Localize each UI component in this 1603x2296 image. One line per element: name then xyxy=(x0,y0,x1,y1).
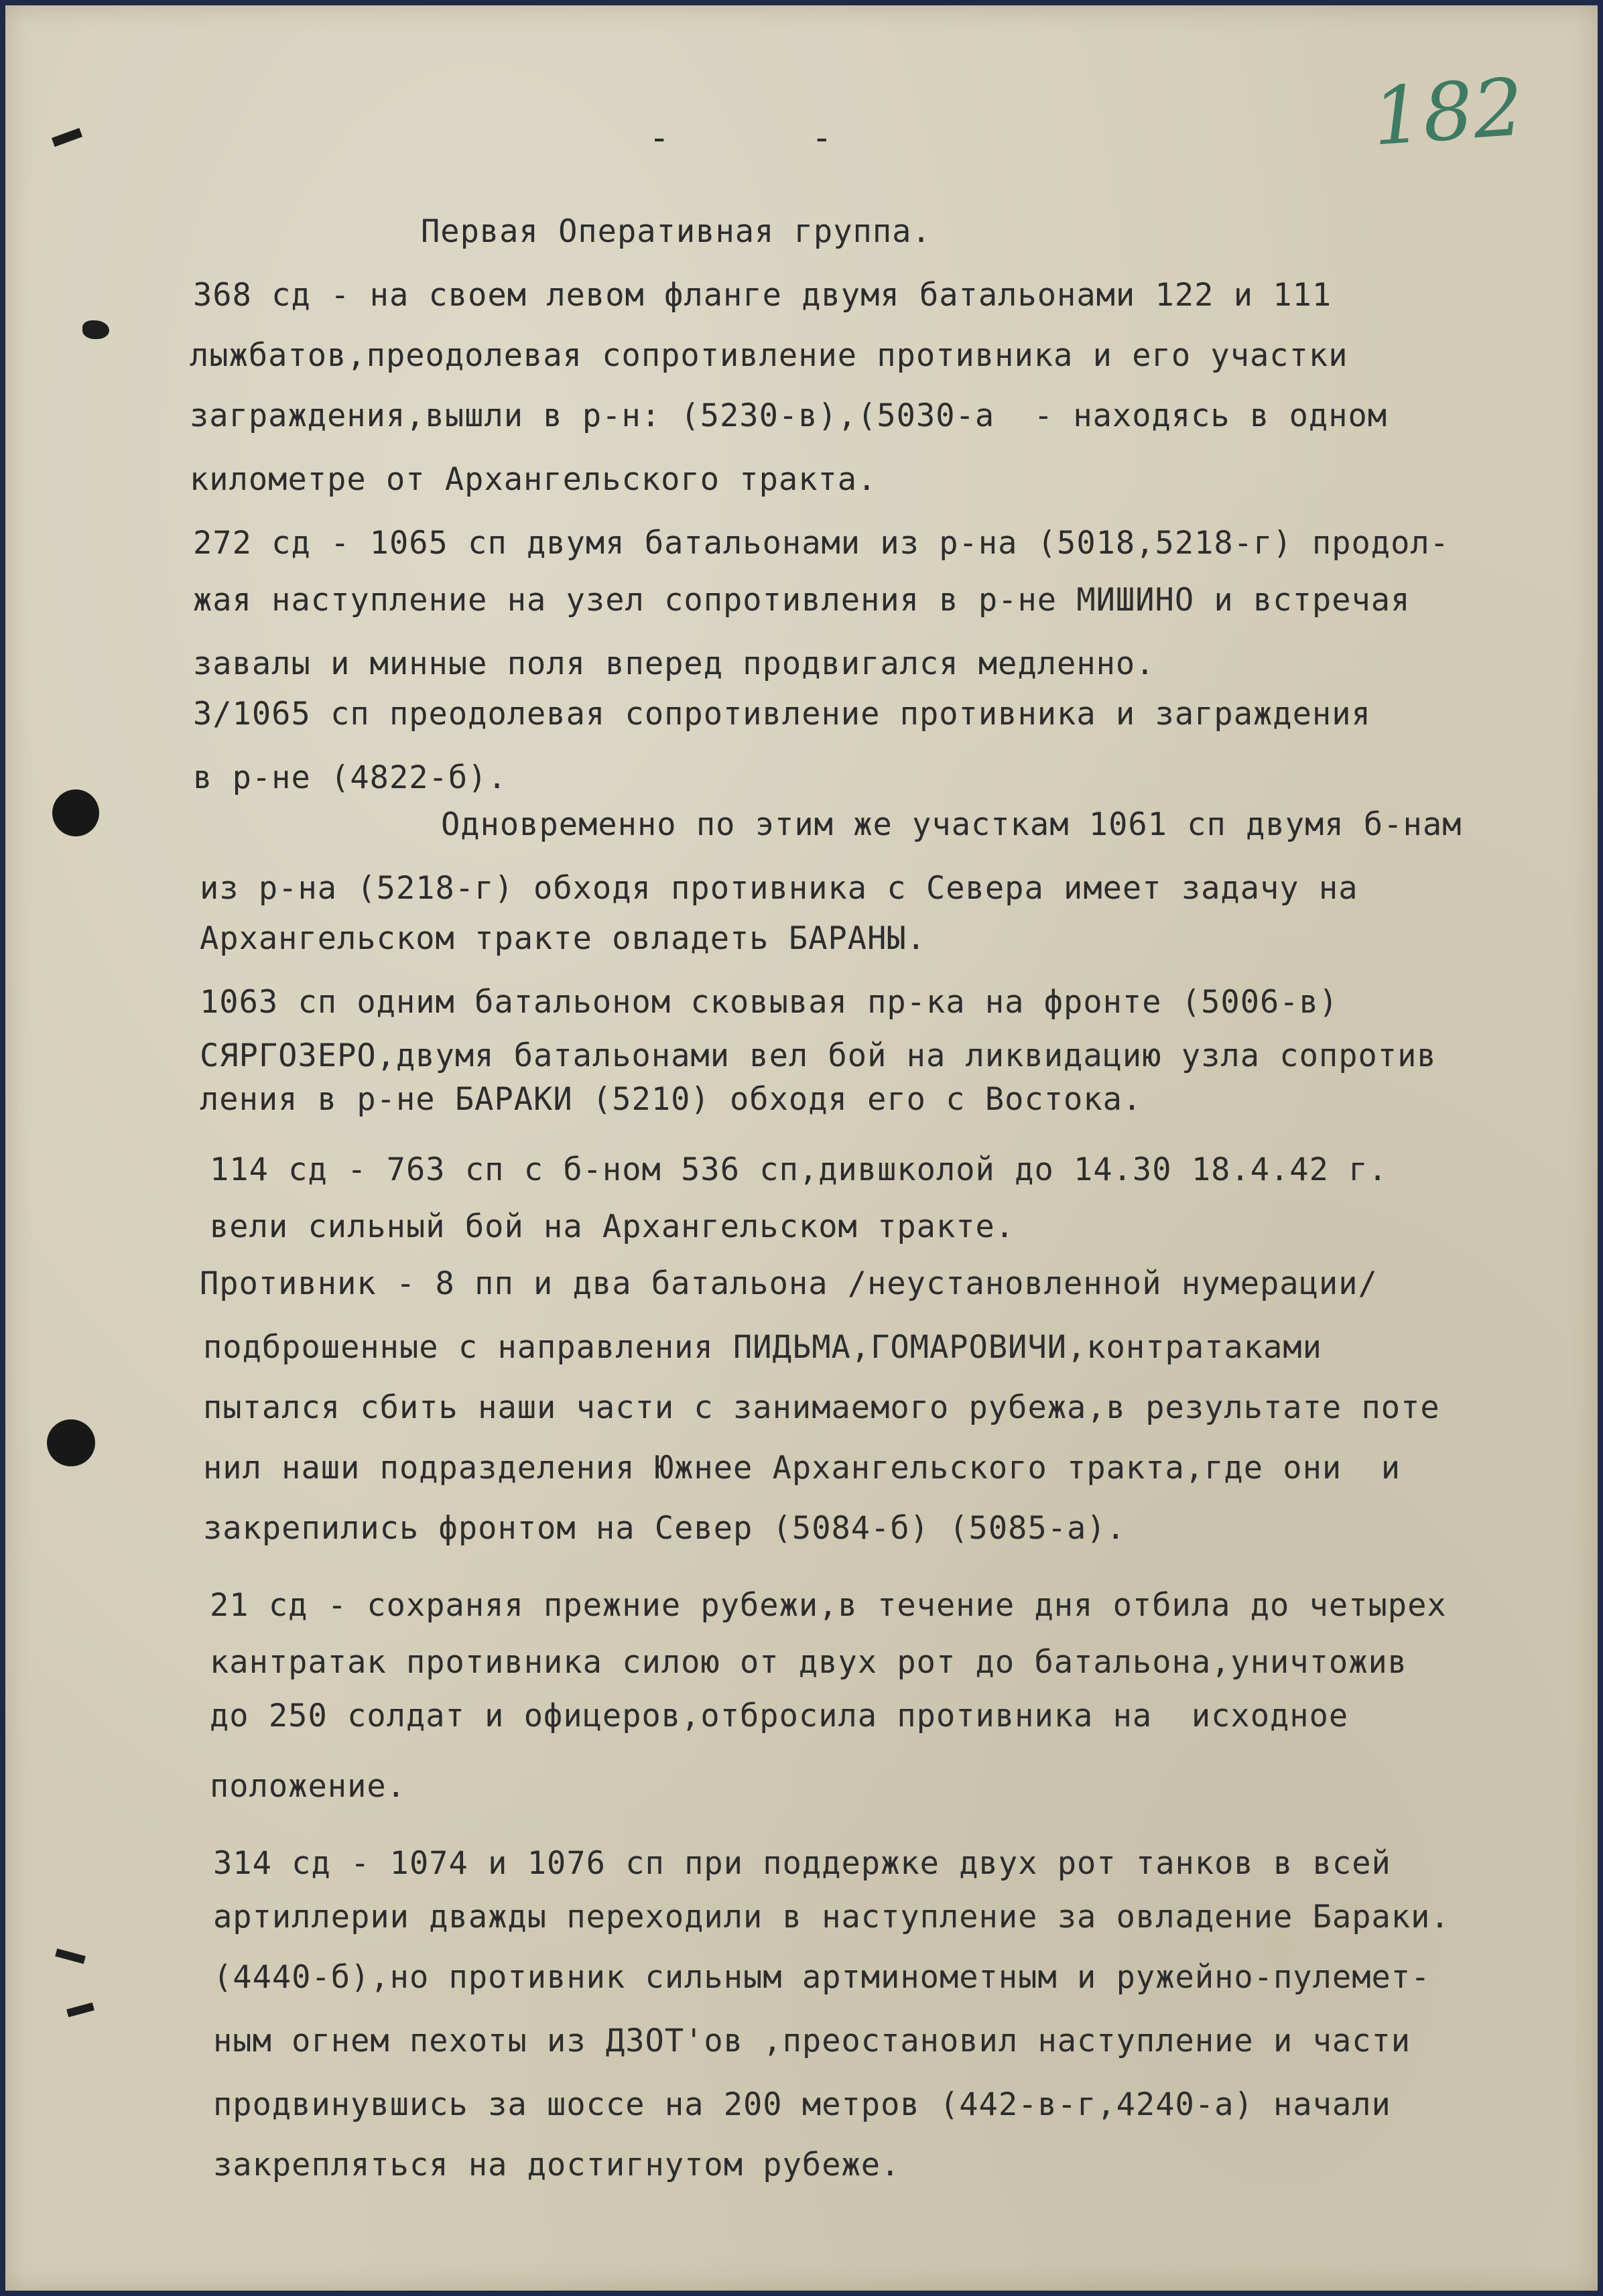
text-line: артиллерии дважды переходили в наступление за овладение Бараки. xyxy=(213,1899,1450,1935)
text-line: нил наши подразделения Южнее Архангельского тракта,где они и xyxy=(203,1450,1401,1486)
staple-mark xyxy=(52,128,82,147)
text-line: 21 сд - сохраняя прежние рубежи,в течение дня отбила до четырех xyxy=(210,1587,1447,1624)
text-line: Одновременно по этим же участкам 1061 сп двумя б-нам xyxy=(441,806,1462,843)
staple-mark xyxy=(55,1949,86,1964)
text-line: 368 сд - на своем левом фланге двумя батальонами 122 и 111 xyxy=(193,277,1332,314)
text-line: из р-на (5218-г) обходя противника с Севера имеет задачу на xyxy=(200,870,1358,907)
text-line: продвинувшись за шоссе на 200 метров (442-в-г,4240-а) начали xyxy=(213,2086,1391,2123)
text-line: подброшенные с направления ПИДЬМА,ГОМАРОВИЧИ,контратаками xyxy=(203,1329,1322,1366)
punch-hole-top xyxy=(52,789,99,836)
text-line: 3/1065 сп преодолевая сопротивление противника и заграждения xyxy=(193,696,1371,732)
text-line: 272 сд - 1065 сп двумя батальонами из р-на (5018,5218-г) продол- xyxy=(193,525,1450,562)
staple-mark xyxy=(82,320,109,339)
text-line: вели сильный бой на Архангельском тракте. xyxy=(210,1208,1015,1245)
text-line: километре от Архангельского тракта. xyxy=(190,461,877,498)
punch-hole-bottom xyxy=(47,1419,95,1466)
text-line: до 250 солдат и офицеров,отбросила противника на исходное xyxy=(210,1698,1349,1734)
text-line: пытался сбить наши части с занимаемого рубежа,в результате поте xyxy=(203,1389,1440,1426)
text-line: (4440-б),но противник сильным артминометным и ружейно-пулемет- xyxy=(213,1959,1431,1996)
text-line: 314 сд - 1074 и 1076 сп при поддержке двух рот танков в всей xyxy=(213,1845,1391,1882)
text-line: жая наступление на узел сопротивления в р-не МИШИНО и встречая xyxy=(193,582,1411,619)
document-page xyxy=(5,5,1598,2291)
text-line: закрепляться на достигнутом рубеже. xyxy=(213,2147,901,2183)
text-line: ным огнем пехоты из ДЗОТ'ов ,преостановил наступление и части xyxy=(213,2023,1411,2059)
staple-mark xyxy=(66,2002,94,2017)
text-line: Противник - 8 пп и два батальона /неустановленной нумерации/ xyxy=(200,1265,1378,1302)
text-line: завалы и минные поля вперед продвигался медленно. xyxy=(193,645,1155,682)
text-line: положение. xyxy=(210,1768,406,1805)
text-line: 114 сд - 763 сп с б-ном 536 сп,дившколой до 14.30 18.4.42 г. xyxy=(210,1151,1388,1188)
text-line: закрепились фронтом на Север (5084-б) (5085-а). xyxy=(203,1510,1126,1547)
text-line: Архангельском тракте овладеть БАРАНЫ. xyxy=(200,920,926,957)
text-line: лыжбатов,преодолевая сопротивление противника и его участки xyxy=(190,337,1348,374)
text-line: кантратак противника силою от двух рот до батальона,уничтожив xyxy=(210,1644,1408,1681)
text-line: заграждения,вышли в р-н: (5230-в),(5030-а - находясь в одном xyxy=(190,397,1388,434)
text-line: СЯРГОЗЕРО,двумя батальонами вел бой на ликвидацию узла сопротив xyxy=(200,1037,1437,1074)
folio-number: 182 xyxy=(1369,60,1527,164)
text-line: в р-не (4822-б). xyxy=(193,759,507,796)
page-marker: - - xyxy=(649,118,893,158)
text-line: 1063 сп одним батальоном сковывая пр-ка на фронте (5006-в) xyxy=(200,984,1339,1021)
text-line: Первая Оперативная группа. xyxy=(421,213,932,250)
text-line: ления в р-не БАРАКИ (5210) обходя его с Востока. xyxy=(200,1081,1143,1118)
